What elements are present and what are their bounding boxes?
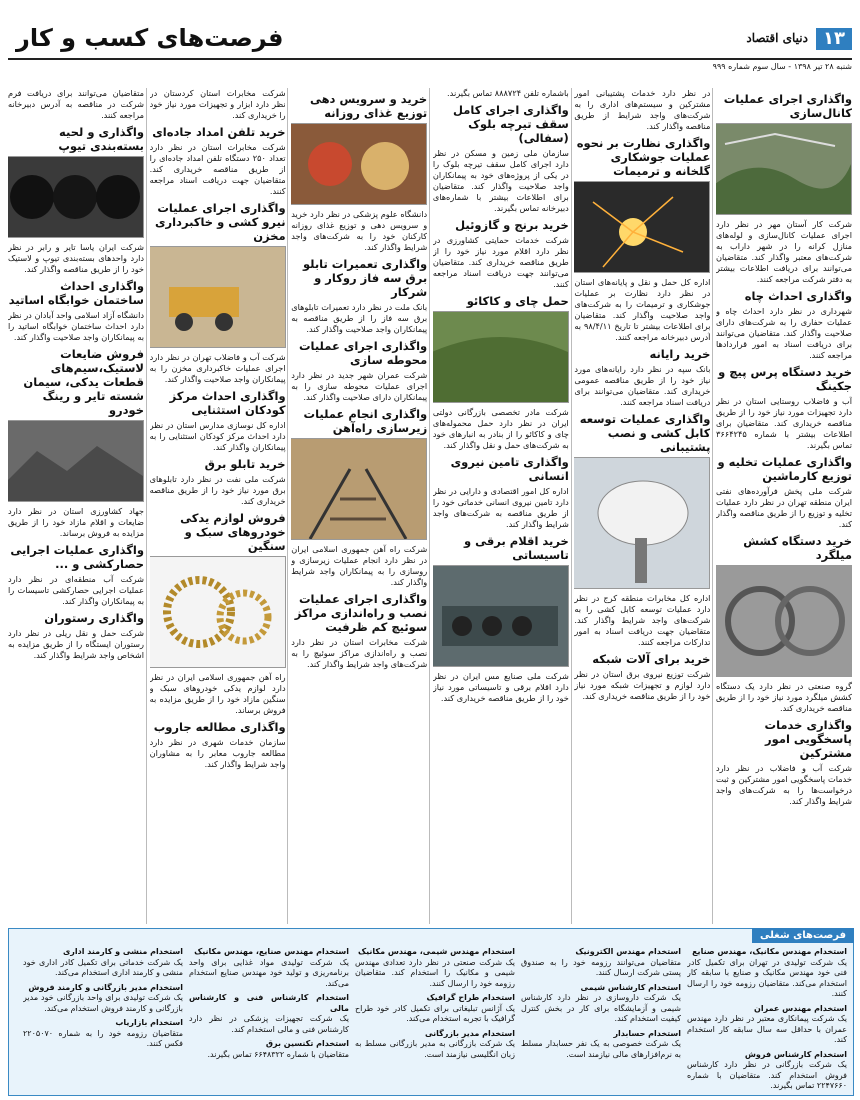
ad-item [574, 88, 710, 132]
ad-body: جهاد کشاورزی استان در نظر دارد ضایعات و اقلام مازاد خود را از طریق مزایده به فروش برساند. [8, 506, 144, 538]
ad-body: متقاضیان می‌توانند برای دریافت فرم شرکت در مناقصه به آدرس دبیرخانه مراجعه کنند. [8, 88, 144, 120]
job-ad-body: یک شرکت پیمانکاری معتبر در نظر دارد مهندس عمران با حداقل سه سال سابقه کار استخدام کند. [687, 1014, 847, 1044]
ad-item [716, 365, 852, 451]
ad-body: شرکت حمل و نقل ریلی در نظر دارد رستوران ایستگاه را از طریق مزایده به اشخاص واجد شرایط واگذار کند. [8, 628, 144, 660]
ad-photo [150, 246, 286, 348]
job-ad-title: استخدام کارشناس فنی و کارشناس مالی [189, 993, 349, 1013]
ad-item [716, 534, 852, 714]
ad-item [150, 457, 286, 507]
ad-item [433, 455, 569, 530]
ad-title: واگذاری عملیات توسعه کابل کشی و نصب پشتیبانی [579, 412, 711, 454]
ad-title: واگذاری اجرای عملیات نیرو کشی و خاکبرداری مخزن [154, 201, 286, 243]
ad-item [574, 412, 710, 648]
column-divider [287, 88, 288, 924]
ad-photo [574, 457, 710, 589]
ad-item [433, 103, 569, 214]
ad-title: خرید تابلو برق [204, 457, 286, 471]
ad-title: فروش لوازم یدکی خودروهای سبک و سنگین [180, 511, 286, 553]
ad-body: شرکت ملی نفت در نظر دارد تابلوهای برق مورد نیاز خود را از طریق مناقصه خریداری کند. [149, 474, 286, 506]
ad-title: خرید تلفن امداد جاده‌ای [152, 125, 286, 139]
ad-body: اداره کل نوسازی مدارس استان در نظر دارد احداث مرکز کودکان استثنایی را به پیمانکاران واگذار کند. [149, 420, 286, 452]
ad-item [291, 339, 427, 403]
ad-title: واگذاری و لحیه بسته‌بندی تیوپ [58, 125, 144, 153]
job-ads-columns [15, 947, 847, 1091]
ad-title: واگذاری انجام عملیات زیرسازی راه‌آهن [303, 407, 428, 435]
ad-item [8, 279, 144, 343]
ad-body: شرکت ایران یاسا تایر و رابر در نظر دارد واحدهای بسته‌بندی تیوپ و لاستیک خود را از طریق مناقصه واگذار کند. [8, 242, 144, 274]
ad-body: گروه صنعتی در نظر دارد یک دستگاه کشش میلگرد مورد نیاز خود را از طریق مناقصه خریداری کند. [716, 681, 852, 713]
job-ad-title: استخدام بازاریاب [115, 1018, 183, 1027]
ad-title: فروش ضایعات لاستیک،سیم‌های قطعات یدکی، سیمان شسته تایر و رینگ خودرو [23, 347, 144, 417]
ad-title: واگذاری احداث ساختمان خوابگاه اساتید [8, 279, 144, 307]
job-ad [355, 993, 515, 1025]
ad-body: شهرداری در نظر دارد احداث چاه و عملیات حفاری را به شرکت‌های دارای صلاحیت واگذار کند. متقاضیان می‌توانند برای دریافت اسناد به امور قراردادها مراجعه کنند. [716, 306, 852, 360]
ad-title: خرید اقلام برقی و تاسیساتی [463, 534, 569, 562]
job-ad [355, 947, 515, 989]
job-ad [189, 993, 349, 1035]
ad-item [716, 289, 852, 361]
column-divider [429, 88, 430, 924]
ad-item [574, 136, 710, 343]
ad-item [574, 347, 710, 408]
job-ad-body: متقاضیان با شماره ۶۶۴۸۳۲۲ تماس بگیرند. [207, 1049, 349, 1059]
ads-column [574, 88, 710, 924]
ad-item [8, 125, 144, 275]
ad-body: دانشگاه علوم پزشکی در نظر دارد خرید و سرویس دهی و توزیع غذای روزانه کارکنان خود را به شرکت‌های واجد شرایط واگذار کند. [291, 209, 428, 252]
ad-title: خرید دستگاه کشش میلگرد [743, 534, 852, 562]
ad-item [433, 534, 569, 704]
ad-photo [291, 438, 427, 540]
job-ad [687, 1004, 847, 1046]
ad-body: باشماره تلفن ۸۸۸۷۲۴ تماس بگیرند. [447, 88, 569, 98]
ad-title: خرید و سرویس دهی توزیع غذای روزانه [309, 92, 428, 120]
ad-item [433, 218, 569, 290]
ad-body: راه آهن جمهوری اسلامی ایران در نظر دارد لوازم یدکی خودروهای سبک و سنگین مازاد خود را از طریق مزایده به فروش برساند. [149, 672, 286, 715]
ad-title: واگذاری تامین نیروی انسانی [450, 455, 569, 483]
ad-body: اداره کل مخابرات منطقه کرج در نظر دارد عملیات توسعه کابل کشی را به شرکت‌های واجد شرایط واگذار کند. متقاضیان جهت دریافت اسناد به امور تدارکات مراجعه کنند. [574, 593, 711, 647]
job-ads-column [355, 947, 515, 1091]
job-ad-body: یک آژانس تبلیغاتی برای تکمیل کادر خود طراح گرافیک با تجربه استخدام می‌کند. [355, 1003, 515, 1023]
job-ad-title: استخدام تکنسین برق [265, 1039, 349, 1048]
ad-title: حمل چای و کاکائو [466, 294, 569, 308]
ad-body: شرکت آب منطقه‌ای در نظر دارد عملیات اجرایی حصارکشی تاسیسات را به پیمانکاران واگذار کند. [8, 574, 144, 606]
ad-body: شرکت مخابرات استان در نظر دارد نصب و راه‌اندازی مراکز سوئیچ را به شرکت‌های واجد شرایط واگذار کند. [291, 637, 428, 669]
ad-photo [8, 420, 144, 502]
job-ad [189, 1039, 349, 1060]
job-ad-title: استخدام مهندس شیمی، مهندس مکانیک [357, 947, 515, 956]
ad-body: آب و فاضلاب روستایی استان در نظر دارد تجهیزات مورد نیاز خود را از طریق مناقصه خریداری کند. متقاضیان برای اطلاعات بیشتر با شماره ۳۶۶۴۲۴۵ تماس بگیرند. [716, 396, 852, 450]
job-ad-body: یک شرکت تولیدی مواد غذایی برای واحد برنامه‌ریزی و تولید خود مهندس صنایع استخدام می‌کند. [189, 957, 349, 988]
job-ad [521, 983, 681, 1025]
job-ad [23, 983, 183, 1015]
job-ad-body: یک شرکت داروسازی در نظر دارد کارشناس شیمی و آزمایشگاه برای کار در بخش کنترل کیفیت استخدام کند. [521, 993, 681, 1023]
ads-columns [8, 88, 852, 924]
ad-title: واگذاری اجرای کامل سقف تیرچه بلوک (سفالی) [453, 103, 569, 145]
ad-title: واگذاری نظارت بر نحوه عملیات جوشکاری گلخانه و ترمیمات [576, 136, 711, 178]
ads-column [716, 88, 852, 924]
job-ad-body: یک شرکت تولیدی برای واحد بازرگانی خود مدیر بازرگانی و کارمند فروش استخدام می‌کند. [23, 993, 183, 1013]
ad-photo [574, 181, 710, 273]
ad-body: بانک سپه در نظر دارد رایانه‌های مورد نیاز خود را از طریق مناقصه عمومی خریداری کند. متقاضیان می‌توانند برای دریافت اسناد مراجعه کنند. [574, 364, 711, 407]
ad-title: واگذاری مطالعه جاروب [153, 720, 286, 734]
ad-body: اداره کل امور اقتصادی و دارایی در نظر دارد تامین نیروی انسانی خدماتی خود را از طریق مناقصه به شرکت‌های واجد شرایط واگذار کند. [432, 486, 569, 529]
ad-title: خرید برای آلات شبکه [592, 652, 711, 666]
ad-photo [716, 565, 852, 677]
column-divider [146, 88, 147, 924]
ad-title: واگذاری تعمیرات تابلو برق سه فاز روکار و شرکار [302, 257, 428, 299]
ads-column [433, 88, 569, 924]
ad-body: در نظر دارد خدمات پشتیبانی امور مشترکین و سیستم‌های اداری را به شرکت‌های واجد شرایط از طریق مناقصه واگذار کند. [574, 88, 711, 131]
dateline: شنبه ۲۸ تیر ۱۳۹۸ - سال سوم شماره ۹۹۹ [712, 62, 852, 71]
job-ad [189, 947, 349, 989]
ad-body: دانشگاه آزاد اسلامی واحد آبادان در نظر دارد احداث ساختمان خوابگاه اساتید را به پیمانکاران واجد صلاحیت واگذار کند. [8, 310, 144, 342]
ad-body: شرکت مخابرات استان در نظر دارد تعداد ۲۵۰ دستگاه تلفن امداد جاده‌ای را از طریق مناقصه خریداری کند. متقاضیان جهت دریافت اسناد مراجعه کنند. [149, 142, 286, 196]
ad-photo [150, 556, 286, 668]
ad-item [150, 88, 286, 121]
ad-photo [433, 311, 569, 403]
ad-body: شرکت مادر تخصصی بازرگانی دولتی ایران در نظر دارد حمل محموله‌های چای و کاکائو را از بنادر به انبارهای خود به شرکت‌های حمل و نقل واگذار کند. [432, 407, 569, 450]
job-ad-body: یک شرکت تولیدی در تهران برای تکمیل کادر فنی خود مهندس مکانیک و صنایع با سابقه کار استخدام می‌کند. متقاضیان رزومه خود را ارسال کنند. [687, 957, 847, 998]
ad-item [8, 347, 144, 539]
job-ad-title: استخدام مدیر بازرگانی و کارمند فروش [28, 982, 183, 992]
ad-body: شرکت آب و فاضلاب تهران در نظر دارد اجرای عملیات خاکبرداری مخزن را به پیمانکاران واجد صلاحیت واگذار کند. [149, 352, 286, 384]
job-ad-body: متقاضیان رزومه خود را به شماره ۲۲۰۵۰۷۰ فکس کنند. [23, 1028, 183, 1048]
ad-photo [8, 156, 144, 238]
job-ad-title: استخدام کارشناس شیمی [580, 982, 681, 992]
ad-item [433, 88, 569, 99]
job-ad-title: استخدام منشی و کارمند اداری [62, 947, 183, 956]
ad-photo [433, 565, 569, 667]
publication-logo: دنیای اقتصاد [746, 31, 808, 45]
job-ad [521, 1029, 681, 1061]
ad-item [574, 652, 710, 702]
ad-body: سازمان ملی زمین و مسکن در نظر دارد اجرای کامل سقف تیرچه بلوک را در یکی از پروژه‌های خود به پیمانکاران واجد صلاحیت واگذار کند. متقاضیان برای اطلاعات بیشتر با شماره‌های دبیرخانه تماس بگیرند. [432, 148, 569, 213]
ad-item [716, 718, 852, 807]
ad-title: واگذاری احداث مرکز کودکان استثنایی [169, 389, 286, 417]
job-ads-column [23, 947, 183, 1091]
job-ads-column [189, 947, 349, 1091]
header-rule [8, 58, 852, 60]
ad-body: شرکت توزیع نیروی برق استان در نظر دارد لوازم و تجهیزات شبکه مورد نیاز خود را از طریق مناقصه خریداری کند. [574, 669, 711, 701]
job-ad-title: استخدام مهندس صنایع، مهندس مکانیک [194, 947, 349, 956]
job-ad-title: استخدام طراح گرافیک [426, 993, 515, 1002]
job-ad [687, 947, 847, 1000]
ad-item [291, 257, 427, 335]
ad-item [291, 592, 427, 670]
job-ads-column [521, 947, 681, 1091]
ad-title: خرید برنج و گازوئیل [455, 218, 569, 232]
ad-item [291, 92, 427, 253]
ad-photo [291, 123, 427, 205]
ad-title: واگذاری خدمات پاسخگویی امور مشترکین [764, 718, 852, 760]
job-ad-body: یک شرکت خصوصی به یک نفر حسابدار مسلط به نرم‌افزارهای مالی نیازمند است. [521, 1039, 681, 1059]
ad-title: خرید دستگاه پرس پیچ و جکینگ [718, 365, 852, 393]
job-ad-title: استخدام حسابدار [613, 1028, 681, 1038]
ad-item [150, 125, 286, 197]
job-ad [521, 947, 681, 979]
job-ad-body: یک شرکت بازرگانی به مدیر بازرگانی مسلط به زبان انگلیسی نیازمند است. [355, 1039, 515, 1059]
job-ad-title: استخدام مهندس مکانیک، مهندس صنایع [692, 947, 847, 956]
column-divider [571, 88, 572, 924]
ad-item [8, 88, 144, 121]
ad-body: اداره کل حمل و نقل و پایانه‌های استان در نظر دارد نظارت بر عملیات جوشکاری و ترمیمات را به شرکت‌های واجد صلاحیت واگذار کند. متقاضیان برای اطلاعات بیشتر تا تاریخ ۹۸/۴/۱۱ به آدرس دبیرخانه مراجعه کنند. [574, 277, 711, 342]
job-ad-body: یک شرکت صنعتی در نظر دارد تعدادی مهندس شیمی و مکانیک را استخدام کند. متقاضیان رزومه خود را ارسال کنند. [355, 957, 515, 988]
job-ad-title: استخدام مهندس عمران [754, 1003, 847, 1013]
ads-column [8, 88, 144, 924]
ad-item [8, 543, 144, 607]
page-number: ۱۳ [816, 28, 852, 50]
ad-title: واگذاری عملیات تخلیه و توزیع کارماشین [717, 455, 852, 483]
ad-item [8, 611, 144, 661]
job-ads-tag: فرصت‌های شغلی [752, 928, 854, 943]
job-ad-body: متقاضیان می‌توانند رزومه خود را به صندوق پستی شرکت ارسال کنند. [521, 957, 681, 977]
ads-column [150, 88, 286, 924]
ad-body: شرکت راه آهن جمهوری اسلامی ایران در نظر دارد انجام عملیات زیرسازی و روسازی را به پیمانکاران واجد شرایط واگذار کند. [291, 544, 428, 587]
job-ad-title: استخدام مدیر بازرگانی [425, 1028, 515, 1038]
ad-title: واگذاری عملیات اجرایی حصارکشی و ... [10, 543, 144, 571]
ad-body: شرکت ملی صنایع مس ایران در نظر دارد اقلام برقی و تاسیساتی مورد نیاز خود را از طریق مناقصه خریداری کند. [432, 671, 569, 703]
ad-title: واگذاری رستوران [44, 611, 144, 625]
ad-title: واگذاری اجرای عملیات کانال‌سازی [723, 92, 852, 120]
ad-body: سازمان خدمات شهری در نظر دارد مطالعه جاروب معابر را به مشاوران واجد شرایط واگذار کند. [149, 737, 286, 769]
ad-body: شرکت آب و فاضلاب در نظر دارد خدمات پاسخگویی امور مشترکین و ثبت درخواست‌ها را به شرکت‌های واجد شرایط واگذار کند. [716, 763, 852, 806]
job-ad [687, 1050, 847, 1092]
job-ad-body: یک شرکت بازرگانی در نظر دارد کارشناس فروش استخدام کند. متقاضیان با شماره ۲۲۴۷۶۶۰ تماس بگیرند. [687, 1060, 847, 1090]
page-header [8, 24, 852, 76]
ad-item [716, 92, 852, 285]
job-ads-box [8, 928, 854, 1096]
ad-item [150, 720, 286, 770]
ad-body: شرکت مخابرات استان کردستان در نظر دارد ابزار و تجهیزات مورد نیاز خود را خریداری کند. [149, 88, 286, 120]
ad-body: شرکت ملی پخش فرآورده‌های نفتی ایران منطقه تهران در نظر دارد عملیات تخلیه و توزیع را از طریق مناقصه واگذار کند. [716, 486, 852, 529]
ad-body: شرکت عمران شهر جدید در نظر دارد اجرای عملیات محوطه سازی را به پیمانکاران دارای صلاحیت واگذار کند. [291, 370, 428, 402]
ad-body: بانک ملت در نظر دارد تعمیرات تابلوهای برق سه فاز را از طریق مناقصه به پیمانکاران واجد صلاحیت واگذار کند. [291, 302, 428, 334]
ad-title: واگذاری اجرای عملیات نصب و راه‌اندازی مراکز سوئیچ کم ظرفیت [294, 592, 428, 634]
ad-photo [716, 123, 852, 215]
column-divider [712, 88, 713, 924]
ad-item [291, 407, 427, 588]
job-ad [355, 1029, 515, 1061]
job-ad [23, 947, 183, 979]
section-title: فرصت‌های کسب و کار [16, 24, 284, 52]
ad-item [150, 511, 286, 716]
ad-title: خرید رایانه [649, 347, 711, 361]
ad-body: شرکت خدمات حمایتی کشاورزی در نظر دارد اقلام مورد نیاز خود را از طریق مناقصه خریداری کند. متقاضیان می‌توانند جهت دریافت اسناد مراجعه کنند. [432, 235, 569, 289]
job-ad-body: یک شرکت تجهیزات پزشکی در نظر دارد کارشناس فنی و مالی استخدام کند. [189, 1014, 349, 1034]
ad-body: شرکت کار آستان مهر در نظر دارد اجرای عملیات کانال‌سازی و لوله‌های منازل کرانه را در شهر داراب به شرکت‌های معتبر واگذار کند. متقاضیان می‌توانند برای دریافت اطلاعات بیشتر به دفتر شرکت مراجعه کنند. [716, 219, 852, 284]
job-ads-column [687, 947, 847, 1091]
ad-title: واگذاری احداث چاه [744, 289, 852, 303]
job-ad-body: یک شرکت خدماتی برای تکمیل کادر اداری خود منشی و کارمند اداری استخدام می‌کند. [23, 957, 183, 977]
job-ad-title: استخدام مهندس الکترونیک [575, 947, 681, 956]
job-ad [23, 1018, 183, 1050]
ad-item [433, 294, 569, 451]
ad-item [150, 201, 286, 385]
ad-title: واگذاری اجرای عملیات محوطه سازی [298, 339, 428, 367]
ad-item [716, 455, 852, 530]
ad-item [150, 389, 286, 453]
job-ad-title: استخدام کارشناس فروش [744, 1049, 847, 1059]
ads-column [291, 88, 427, 924]
